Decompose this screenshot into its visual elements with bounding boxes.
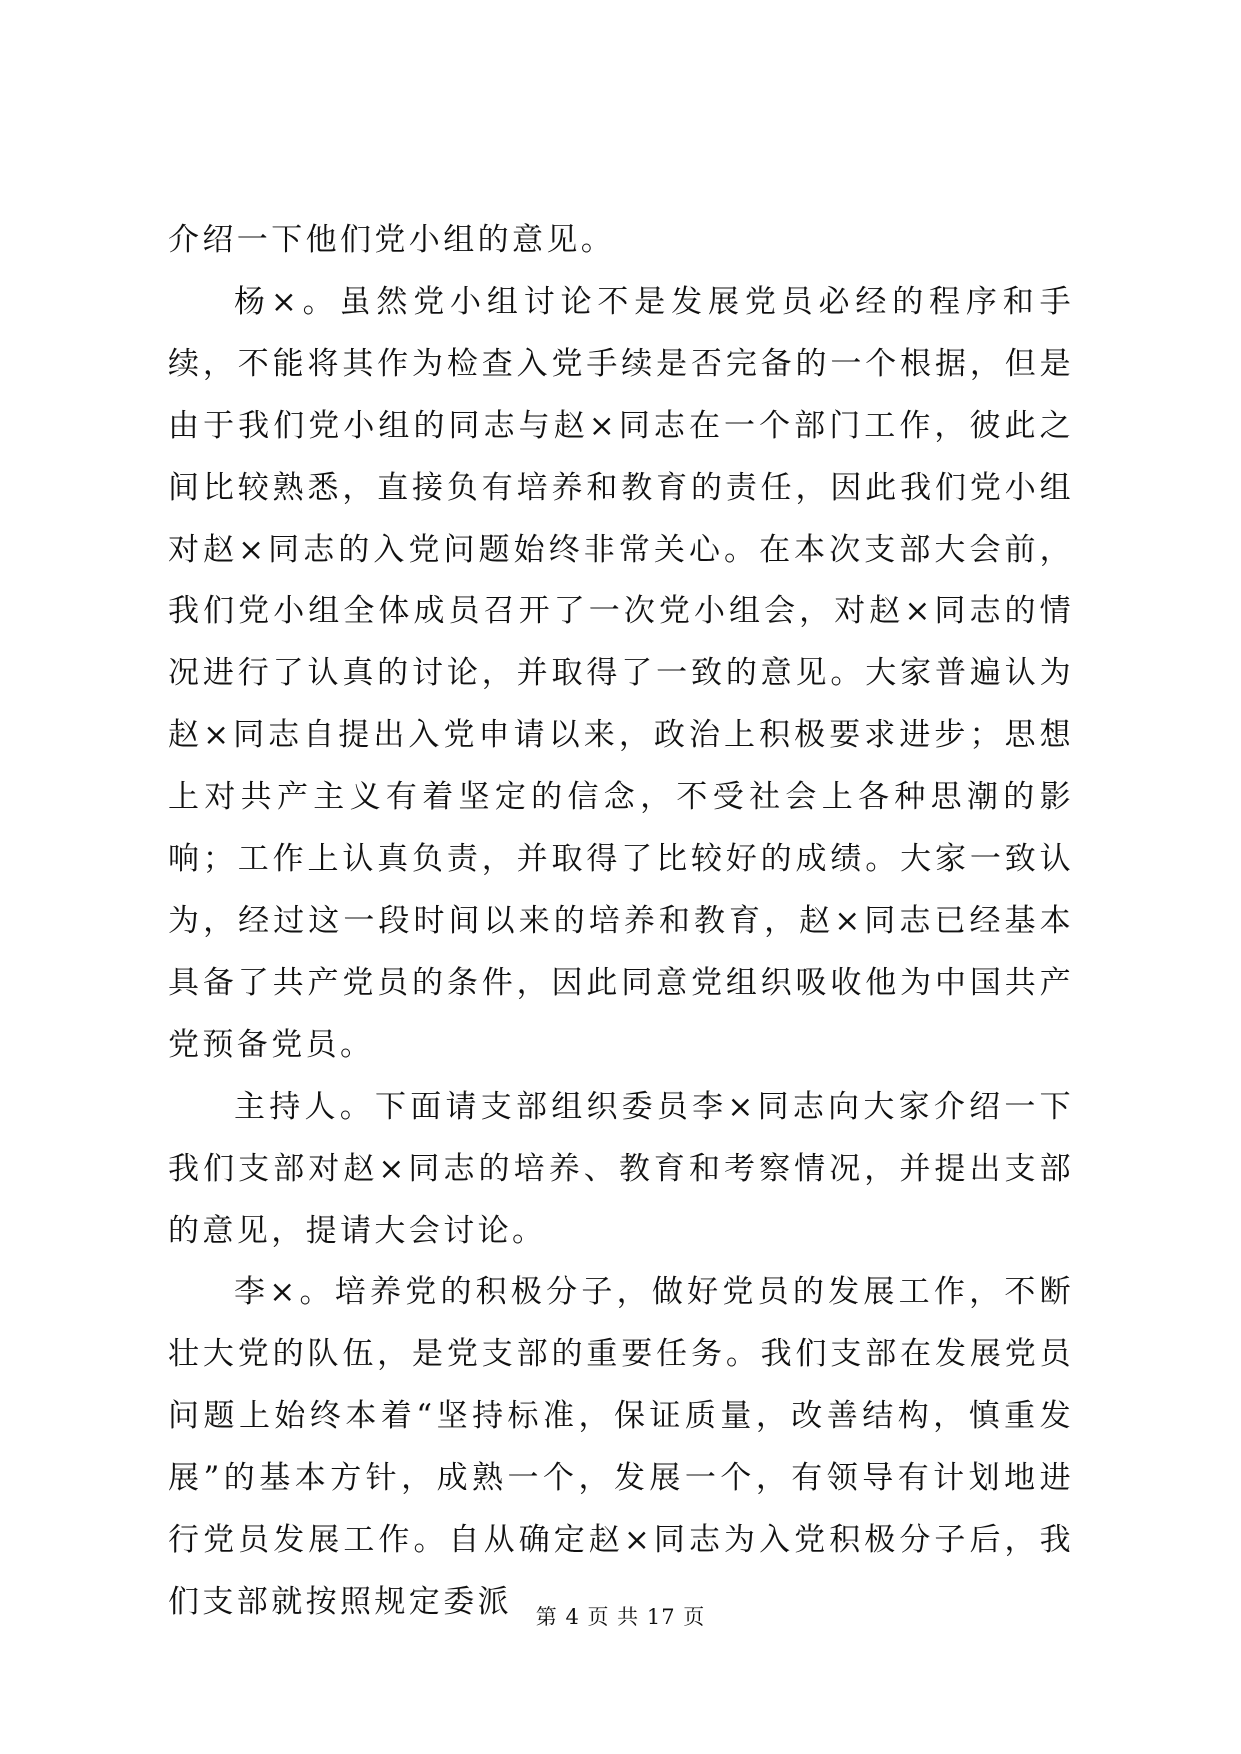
page-footer: 第 4 页 共 17 页 xyxy=(535,1605,706,1629)
paragraph-3: 主持人。下面请支部组织委员李×同志向大家介绍一下我们支部对赵×同志的培养、教育和考察情况，并提出支部的意见，提请大会讨论。 xyxy=(168,1088,1074,1249)
paragraph-4: 李×。培养党的积极分子，做好党员的发展工作，不断壮大党的队伍，是党支部的重要任务。我们支部在发展党员问题上始终本着“坚持标准，保证质量，改善结构，慎重发展”的基本方针，成熟一个，发展一个，有领导有计划地进行党员发展工作。自从确定赵×同志为入党积极分子后，我们支部就按照规定委派 xyxy=(168,1274,1074,1620)
paragraph-1: 介绍一下他们党小组的意见。 xyxy=(168,222,616,258)
paragraph-2: 杨×。虽然党小组讨论不是发展党员必经的程序和手续，不能将其作为检查入党手续是否完备的一个根据，但是由于我们党小组的同志与赵×同志在一个部门工作，彼此之间比较熟悉，直接负有培养和教育的责任，因此我们党小组对赵×同志的入党问题始终非常关心。在本次支部大会前，我们党小组全体成员召开了一次党小组会，对赵×同志的情况进行了认真的讨论，并取得了一致的意见。大家普遍认为赵×同志自提出入党申请以来，政治上积极要求进步；思想上对共产主义有着坚定的信念，不受社会上各种思潮的影响；工作上认真负责，并取得了比较好的成绩。大家一致认为，经过这一段时间以来的培养和教育，赵×同志已经基本具备了共产党员的条件，因此同意党组织吸收他为中国共产党预备党员。 xyxy=(168,283,1074,1063)
document-body xyxy=(168,210,1074,1634)
